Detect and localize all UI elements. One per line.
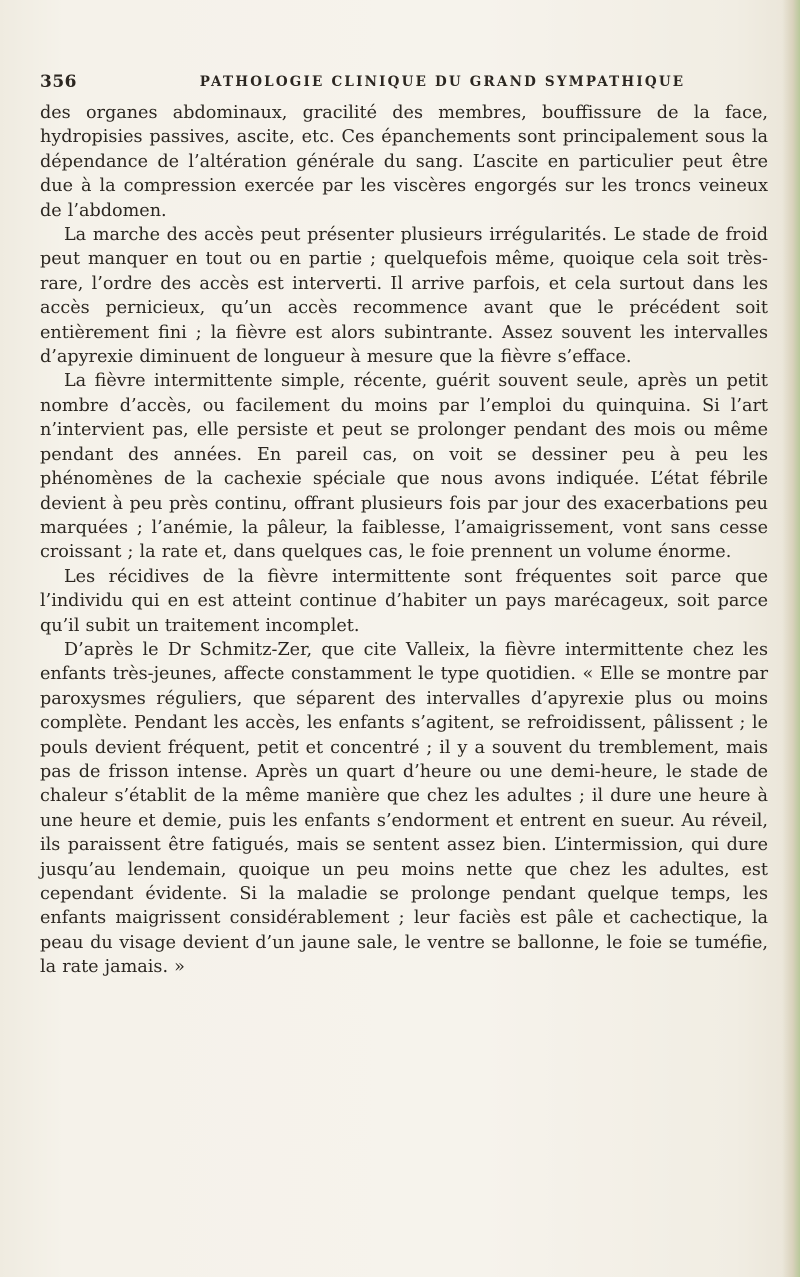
page-number: 356	[40, 72, 77, 92]
body-text	[40, 101, 768, 980]
paragraph-enfants: D’après le Dr Schmitz-Zer, que cite Valleix, la fièvre intermittente chez les enfants très-jeunes, affecte constamment le type quotidien. « Elle se montre par paroxysmes réguliers, que séparent des intervalles d’apyrexie plus ou moins complète. Pendant les accès, les enfants s’agitent, se refroidissent, pâlissent ; le pouls devient fréquent, petit et concentré ; il y a souvent du tremblement, mais pas de frisson intense. Après un quart d’heure ou une demi-heure, le stade de chaleur s’établit de la même manière que chez les adultes ; il dure une heure à une heure et demie, puis les enfants s’endorment et entrent en sueur. Au réveil, ils paraissent être fatigués, mais se sentent assez bien. L’intermission, qui dure jusqu’au lendemain, quoique un peu moins nette que chez les adultes, est cependant évidente. Si la maladie se prolonge pendant quelque temps, les enfants maigrissent considérablement ; leur faciès est pâle et cachectique, la peau du visage devient d’un jaune sale, le ventre se ballonne, le foie se tuméfie, la rate jamais. »	[40, 639, 768, 978]
paragraph-recidives: Les récidives de la fièvre intermittente sont fréquentes soit parce que l’individu qui en est atteint continue d’habiter un pays marécageux, soit parce qu’il subit un traitement incomplet.	[40, 566, 768, 636]
paragraph-continued: des organes abdominaux, gracilité des membres, bouffissure de la face, hydropisies passives, ascite, etc. Ces épanchements sont principalement sous la dépendance de l’altération générale du sang. L’ascite en particulier peut être due à la compression exercée par les viscères engorgés sur les troncs veineux de l’abdomen.	[40, 103, 768, 221]
running-title: PATHOLOGIE CLINIQUE DU GRAND SYMPATHIQUE	[199, 74, 686, 90]
paragraph-fievre-simple: La fièvre intermittente simple, récente, guérit souvent seule, après un petit nombre d’accès, ou facilement du moins par l’emploi du quinquina. Si l’art n’intervient pas, elle persiste et peut se prolonger pendant des mois ou même pendant des années. En pareil cas, on voit se dessiner peu à peu les phénomènes de la cachexie spéciale que nous avons indiquée. L’état fébrile devient à peu près continu, offrant plusieurs fois par jour des exacerbations peu marquées ; l’anémie, la pâleur, la faiblesse, l’amaigrissement, vont sans cesse croissant ; la rate et, dans quelques cas, le foie prennent un volume énorme.	[40, 371, 768, 563]
page-edge-shadow	[782, 0, 800, 1277]
page-header	[40, 72, 765, 98]
paragraph-marche-des-acces: La marche des accès peut présenter plusieurs irrégularités. Le stade de froid peut manquer en tout ou en partie ; quelquefois même, quoique cela soit très-rare, l’ordre des accès est interverti. Il arrive parfois, et cela surtout dans les accès pernicieux, qu’un accès recommence avant que le précédent soit entièrement fini ; la fièvre est alors subintrante. Assez souvent les intervalles d’apyrexie diminuent de longueur à mesure que la fièvre s’efface.	[40, 225, 768, 368]
